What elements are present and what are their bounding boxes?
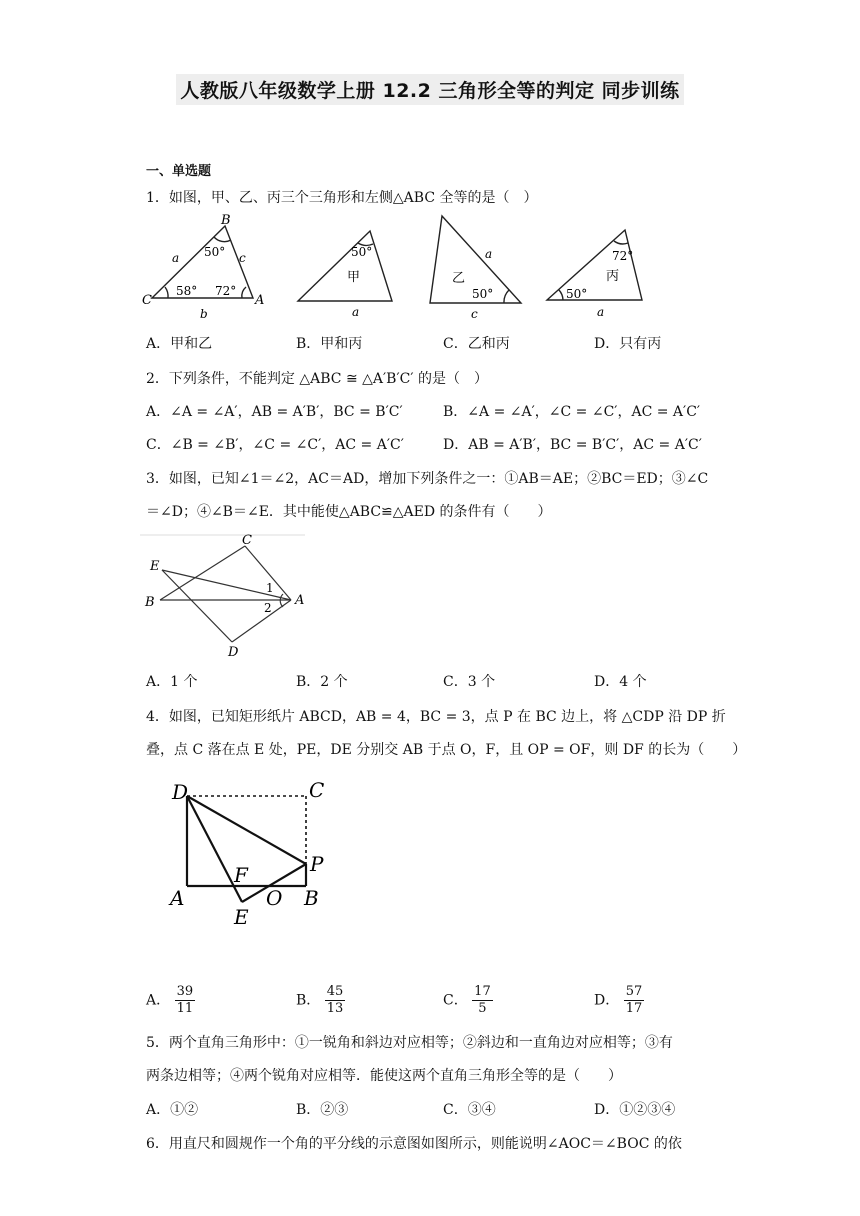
label-B: B [221,213,231,228]
label-C: C [142,293,152,308]
q4-option-c-fraction [472,984,493,1017]
angle-a-72: 72° [215,284,237,298]
q4-option-b-fraction [325,984,346,1017]
q3-label-A: A [295,593,305,608]
denominator: 11 [176,1001,194,1016]
q3-option-b: B．2 个 [296,674,348,690]
q5-option-b: B．②③ [296,1102,349,1118]
q4-label-B: B [304,886,319,910]
q5-stem-line2: 两条边相等；④两个锐角对应相等．能使这两个直角三角形全等的是（ ） [146,1068,622,1084]
q4-stem-line2: 叠，点 C 落在点 E 处，PE，DE 分别交 AB 于点 O，F，且 OP = OF，则 DF 的长为（ ） [146,742,747,758]
q1-option-b: B．甲和丙 [296,336,363,352]
q1-stem: 1．如图，甲、乙、丙三个三角形和左侧△ABC 全等的是（ ） [146,190,538,206]
q3-label-E: E [150,559,160,574]
q4-label-C: C [309,778,325,802]
q4-option-a-label: A． [146,992,171,1009]
q2-option-c: C．∠B = ∠B′，∠C = ∠C′，AC = A′C′ [146,437,404,453]
bing-side-a: a [597,305,605,319]
denominator: 5 [478,1001,487,1016]
q4-option-c [443,984,493,1017]
bing-angle-50: 50° [566,287,588,301]
q3-option-d: D．4 个 [594,674,647,690]
angle-b-50: 50° [204,245,226,259]
q2-option-d: D．AB = A′B′，BC = B′C′，AC = A′C′ [443,437,702,453]
numerator: 17 [474,984,491,999]
bing-name: 丙 [606,269,620,284]
q4-figure [160,772,350,932]
q1-option-a: A．甲和乙 [146,336,213,352]
angle-c-58: 58° [176,284,198,298]
q5-option-d: D．①②③④ [594,1102,676,1118]
yi-name: 乙 [452,271,466,286]
q4-option-d-fraction [624,984,645,1017]
q3-label-D: D [228,645,239,660]
q2-stem: 2．下列条件，不能判定 △ABC ≅ △A′B′C′ 的是（ ） [146,371,488,387]
q5-option-c: C．③④ [443,1102,496,1118]
jia-name: 甲 [347,270,361,285]
q4-label-O: O [266,886,283,910]
label-c: c [239,251,246,265]
label-a: a [172,251,180,265]
triangle-abc [152,226,253,298]
q2-option-a: A．∠A = ∠A′，AB = A′B′，BC = B′C′ [146,404,403,420]
numerator: 45 [326,984,344,999]
q3-angle-1: 1 [266,581,274,595]
q4-label-E: E [234,905,249,929]
q3-figure [140,532,310,662]
triangle-jia [298,231,392,301]
q4-option-a-fraction [175,984,196,1017]
q4-option-a [146,984,195,1017]
q1-figure [140,210,660,322]
denominator: 13 [326,1001,344,1016]
page-title-text: 人教版八年级数学上册 12.2 三角形全等的判定 同步训练 [176,74,683,105]
q4-option-d [594,984,644,1017]
numerator: 57 [625,984,643,999]
q5-stem-line1: 5．两个直角三角形中：①一锐角和斜边对应相等；②斜边和一直角边对应相等；③有 [146,1035,673,1051]
yi-angle: 50° [472,287,494,301]
q1-option-d: D．只有丙 [594,336,662,352]
section-heading: 一、单选题 [146,164,212,179]
q3-stem-line2: ＝∠D；④∠B＝∠E．其中能使△ABC≌△AED 的条件有（ ） [146,504,552,520]
page-title [0,74,860,105]
q3-stem-line1: 3．如图，已知∠1＝∠2，AC＝AD，增加下列条件之一：①AB＝AE；②BC＝ED；③∠C [146,471,709,487]
jia-side-a: a [352,305,360,319]
q4-option-c-label: C． [443,992,468,1009]
q4-option-b-label: B． [296,992,321,1009]
jia-angle: 50° [351,245,373,259]
triangle-bing [547,230,642,300]
q3-angle-2: 2 [264,601,272,615]
q5-option-a: A．①② [146,1102,199,1118]
q2-option-b: B．∠A = ∠A′，∠C = ∠C′，AC = A′C′ [443,404,701,420]
numerator: 39 [176,984,194,999]
q4-stem-line1: 4．如图，已知矩形纸片 ABCD，AB = 4，BC = 3，点 P 在 BC 边上，将 △CDP 沿 DP 折 [146,709,726,725]
q4-label-D: D [172,780,189,804]
q4-label-P: P [310,852,324,876]
q3-option-a: A．1 个 [146,674,198,690]
q1-option-c: C．乙和丙 [443,336,510,352]
q6-stem-line1: 6．用直尺和圆规作一个角的平分线的示意图如图所示，则能说明∠AOC＝∠BOC 的依 [146,1136,682,1152]
q4-option-b [296,984,345,1017]
q3-option-c: C．3 个 [443,674,496,690]
yi-side-a: a [485,247,493,261]
label-b: b [200,307,208,321]
q4-label-F: F [234,863,248,887]
yi-side-c: c [471,307,478,321]
q4-option-d-label: D． [594,992,620,1009]
q4-label-A: A [170,886,185,910]
label-A: A [255,293,265,308]
q3-label-B: B [145,595,155,610]
denominator: 17 [625,1001,643,1016]
bing-angle-72: 72° [612,249,634,263]
q3-label-C: C [242,533,252,548]
